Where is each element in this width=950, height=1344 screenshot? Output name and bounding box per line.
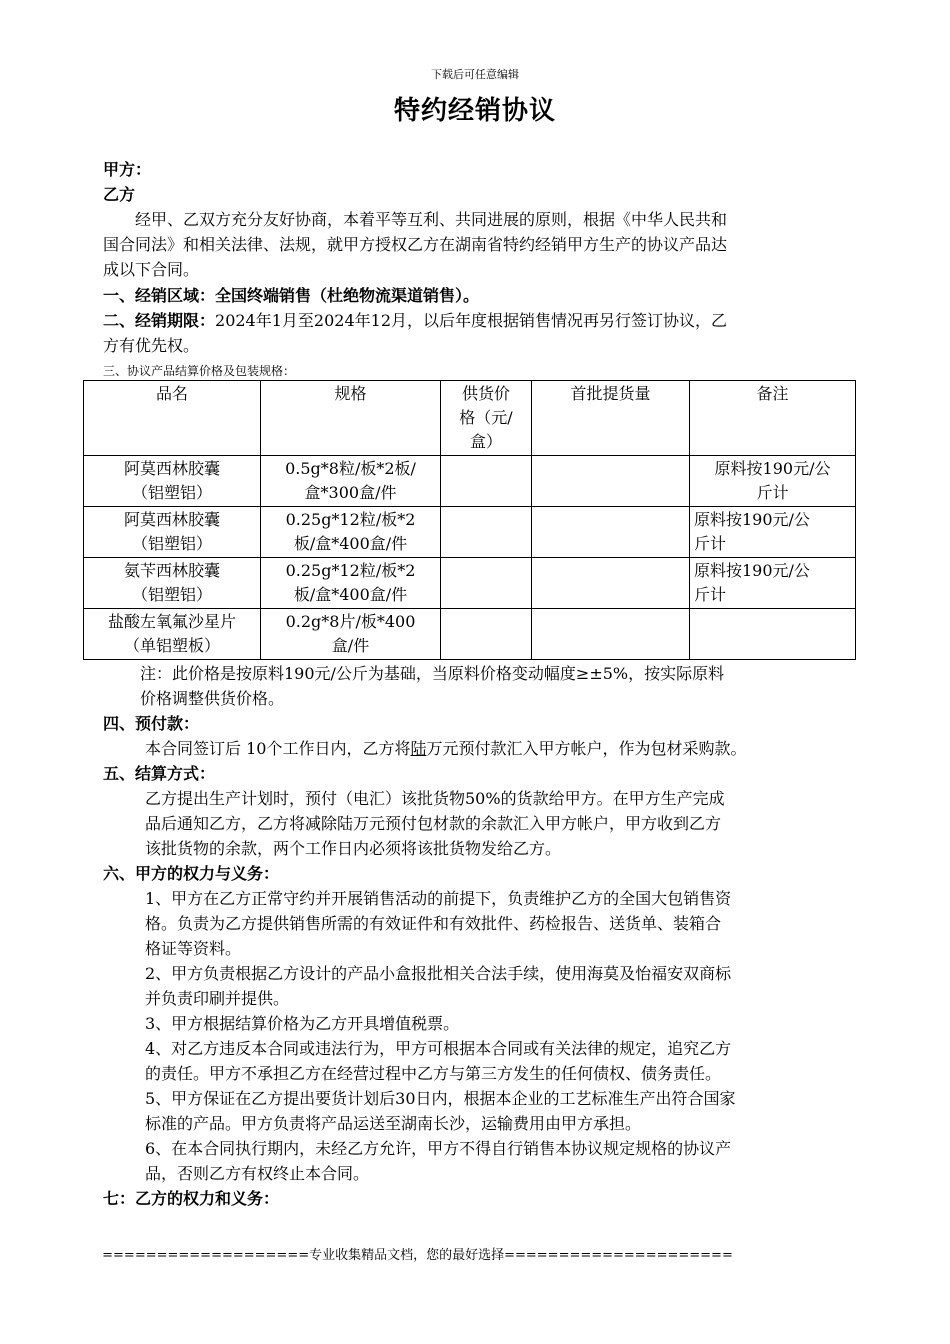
section-5-line-1: 乙方提出生产计划时，预付（电汇）该批货物50%的货款给甲方。在甲方生产完成 xyxy=(145,789,725,808)
cell-line: 原料按190元/公 xyxy=(694,510,810,529)
header-remarks: 备注 xyxy=(690,381,856,456)
cell-line: 原料按190元/公 xyxy=(714,459,831,478)
intro-line-2: 国合同法》和相关法律、法规，就甲方授权乙方在湖南省特约经销甲方生产的协议产品达 xyxy=(103,235,728,254)
cell-qty xyxy=(532,507,690,558)
cell-line: 板/盒*400盒/件 xyxy=(293,585,408,604)
section-6-line: 1、甲方在乙方正常守约并开展销售活动的前提下，负责维护乙方的全国大包销售资 xyxy=(145,889,732,908)
cell-spec xyxy=(261,507,441,558)
table-note-line-1: 注：此价格是按原料190元/公斤为基础，当原料价格变动幅度≥±5%，按实际原料 xyxy=(140,664,725,683)
cell-line: 0.2g*8片/板*400 xyxy=(285,612,416,631)
table-note-line-2: 价格调整供货价格。 xyxy=(140,689,285,708)
cell-line: 斤计 xyxy=(694,534,727,553)
intro-line-3: 成以下合同。 xyxy=(103,260,200,279)
cell-note xyxy=(690,507,856,558)
header-first-qty: 首批提货量 xyxy=(532,381,690,456)
cell-line: （铝塑铝） xyxy=(131,534,212,553)
intro-line-1: 经甲、乙双方充分友好协商，本着平等互利、共同进展的原则，根据《中华人民共和 xyxy=(135,210,728,229)
cell-price xyxy=(441,558,532,609)
section-5-heading: 五、结算方式： xyxy=(103,764,216,783)
section-3-heading: 三、协议产品结算价格及包装规格： xyxy=(103,364,296,378)
party-b-label: 乙方 xyxy=(103,185,136,204)
cell-spec xyxy=(261,609,441,660)
table-row xyxy=(84,558,856,609)
cell-line: 阿莫西林胶囊 xyxy=(123,510,220,529)
table-row xyxy=(84,609,856,660)
section-6-line: 的责任。甲方不承担乙方在经营过程中乙方与第三方发生的任何债权、债务责任。 xyxy=(145,1064,722,1083)
cell-line: 盒*300盒/件 xyxy=(304,483,397,502)
cell-spec xyxy=(261,558,441,609)
cell-line: （铝塑铝） xyxy=(131,483,212,502)
section-6-line: 6、在本合同执行期内，未经乙方允许，甲方不得自行销售本协议规定规格的协议产 xyxy=(145,1139,732,1158)
section-6-line: 4、对乙方违反本合同或违法行为，甲方可根据本合同或有关法律的规定，追究乙方 xyxy=(145,1039,732,1058)
cell-note xyxy=(690,456,856,507)
section-2-text: 2024年1月至2024年12月，以后年度根据销售情况再另行签订协议，乙 xyxy=(215,311,727,330)
cell-product-name xyxy=(84,558,261,609)
section-6-line: 格。负责为乙方提供销售所需的有效证件和有效批件、药检报告、送货单、装箱合 xyxy=(145,914,722,933)
product-table xyxy=(83,380,856,660)
section-6-line: 格证等资料。 xyxy=(145,939,242,958)
cell-line: 氨苄西林胶囊 xyxy=(123,561,220,580)
header-price-line: 供货价 xyxy=(461,384,510,403)
table-row xyxy=(84,456,856,507)
cell-line: 0.5g*8粒/板*2板/ xyxy=(285,459,416,478)
table-row xyxy=(84,507,856,558)
cell-line: 盐酸左氧氟沙星片 xyxy=(107,612,236,631)
cell-price xyxy=(441,609,532,660)
section-6-line: 2、甲方负责根据乙方设计的产品小盒报批相关合法手续，使用海莫及怡福安双商标 xyxy=(145,964,732,983)
section-6-line: 品，否则乙方有权终止本合同。 xyxy=(145,1164,370,1183)
header-price-line: 盒） xyxy=(469,432,502,451)
cell-line: 斤计 xyxy=(756,483,789,502)
cell-note xyxy=(690,558,856,609)
cell-qty xyxy=(532,456,690,507)
section-4-text-a: 本合同签订后 10个工作日内，乙方将 xyxy=(145,739,411,758)
section-4-text xyxy=(145,737,905,761)
section-6-line: 标准的产品。甲方负责将产品运送至湖南长沙，运输费用由甲方承担。 xyxy=(145,1114,642,1133)
section-6-line: 5、甲方保证在乙方提出要货计划后30日内，根据本企业的工艺标准生产出符合国家 xyxy=(145,1089,736,1108)
cell-price xyxy=(441,507,532,558)
header-note: 下载后可任意编辑 xyxy=(431,68,519,81)
cell-qty xyxy=(532,609,690,660)
cell-qty xyxy=(532,558,690,609)
section-2-heading: 二、经销期限： xyxy=(103,311,216,330)
cell-product-name xyxy=(84,507,261,558)
cell-line: （铝塑铝） xyxy=(131,585,212,604)
table-header-row xyxy=(84,381,856,456)
cell-line: 斤计 xyxy=(694,585,727,604)
section-4-text-b: 万元预付款汇入甲方帐户，作为包材采购款。 xyxy=(426,739,747,758)
cell-line: 板/盒*400盒/件 xyxy=(293,534,408,553)
section-6-heading: 六、甲方的权力与义务： xyxy=(103,864,280,883)
section-6-line: 并负责印刷并提供。 xyxy=(145,989,290,1008)
section-5-line-2: 品后通知乙方，乙方将减除陆万元预付包材款的余款汇入甲方帐户，甲方收到乙方 xyxy=(145,814,722,833)
section-5-line-3: 该批货物的余款，两个工作日内必须将该批货物发给乙方。 xyxy=(145,839,562,858)
party-a-label: 甲方： xyxy=(103,160,152,179)
cell-line: 原料按190元/公 xyxy=(694,561,810,580)
cell-price xyxy=(441,456,532,507)
section-1-heading: 一、经销区域：全国终端销售（杜绝物流渠道销售）。 xyxy=(103,286,480,305)
cell-line: （单铝塑板） xyxy=(123,636,220,655)
cell-line: 0.25g*12粒/板*2 xyxy=(285,561,416,580)
section-6-line: 3、甲方根据结算价格为乙方开具增值税票。 xyxy=(145,1014,460,1033)
section-4-heading: 四、预付款： xyxy=(103,714,200,733)
cell-line: 阿莫西林胶囊 xyxy=(123,459,220,478)
section-7-heading: 七：乙方的权力和义务： xyxy=(103,1189,280,1208)
header-price xyxy=(441,381,532,456)
cell-note xyxy=(690,609,856,660)
cell-product-name xyxy=(84,456,261,507)
cell-spec xyxy=(261,456,441,507)
cell-line: 0.25g*12粒/板*2 xyxy=(285,510,416,529)
header-product-name: 品名 xyxy=(84,381,261,456)
cell-line: 盒/件 xyxy=(331,636,370,655)
footer-banner: ===================专业收集精品文档，您的最好选择===================== xyxy=(102,1248,733,1263)
header-spec: 规格 xyxy=(261,381,441,456)
section-4-amount: 陆 xyxy=(410,739,427,758)
header-price-line: 格（元/ xyxy=(459,408,513,427)
document-title: 特约经销协议 xyxy=(393,96,556,126)
cell-product-name xyxy=(84,609,261,660)
section-2-line xyxy=(103,309,863,333)
section-2-continuation: 方有优先权。 xyxy=(103,336,200,355)
